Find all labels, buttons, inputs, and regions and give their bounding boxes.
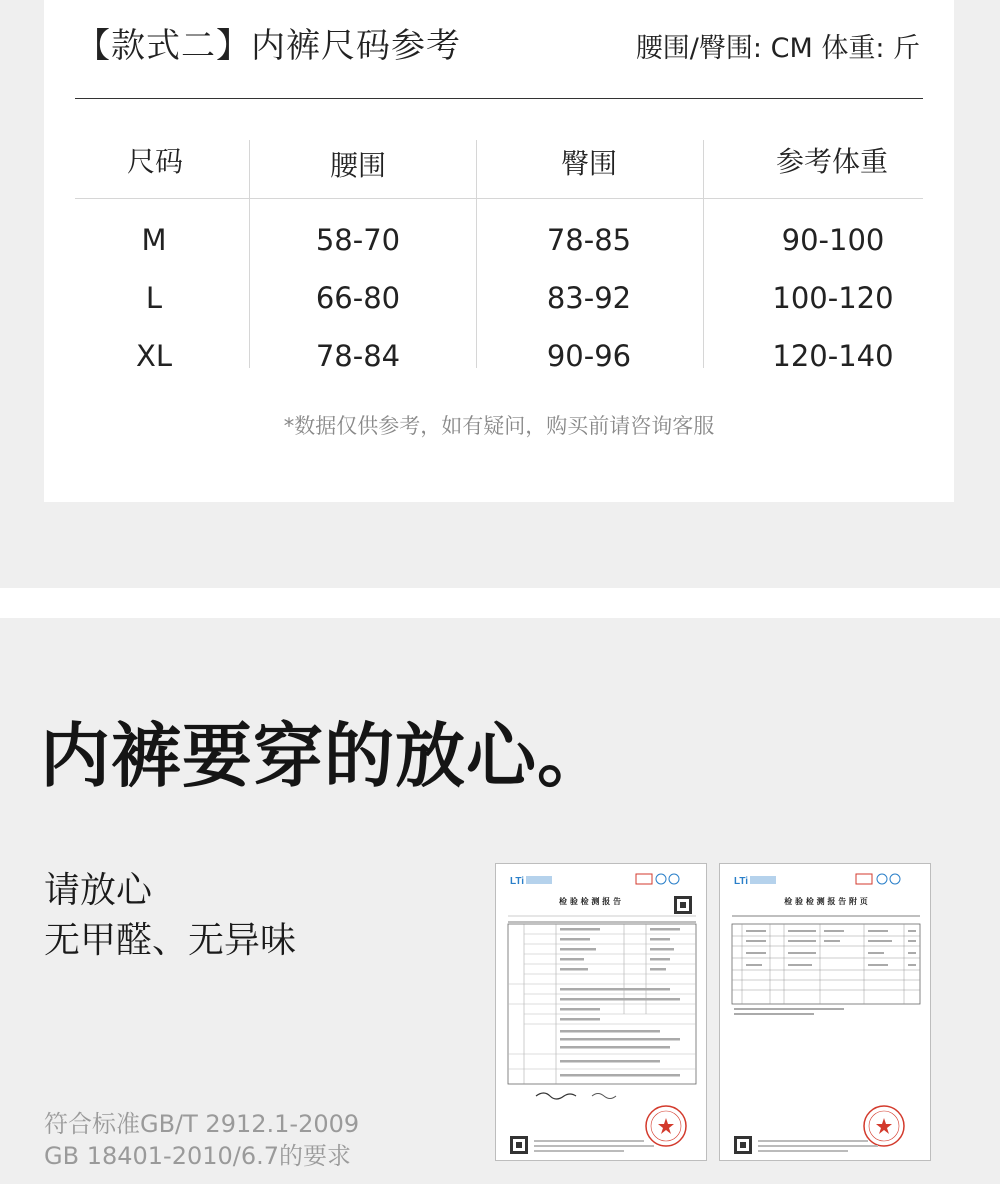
row-m-weight: 90-100 bbox=[781, 223, 885, 257]
size-chart-card bbox=[44, 0, 954, 502]
cert-mark bbox=[877, 874, 887, 884]
column-divider bbox=[703, 140, 704, 368]
reassure-line-2: 无甲醛、无异味 bbox=[44, 920, 297, 961]
report-title: 检 验 检 测 报 告 bbox=[559, 897, 621, 906]
test-report-appendix-image bbox=[719, 863, 931, 1161]
size-chart-title: 【款式二】内裤尺码参考 bbox=[76, 26, 461, 66]
row-l-size: L bbox=[145, 281, 163, 315]
test-report-page bbox=[496, 864, 707, 1161]
size-chart-units: 腰围/臀围: CM 体重: 斤 bbox=[635, 33, 920, 64]
row-xl-hip: 90-96 bbox=[546, 339, 632, 373]
row-xl-waist: 78-84 bbox=[315, 339, 401, 373]
header-hip: 臀围 bbox=[560, 147, 617, 180]
test-report-appendix-page bbox=[720, 864, 931, 1161]
lab-logo: LTi bbox=[734, 876, 749, 887]
row-l-waist: 66-80 bbox=[315, 281, 401, 315]
reassure-line-1: 请放心 bbox=[44, 870, 153, 911]
standard-line-2: GB 18401-2010/6.7的要求 bbox=[44, 1142, 352, 1170]
header-divider bbox=[75, 198, 923, 199]
row-xl-weight: 120-140 bbox=[772, 339, 894, 373]
test-report-image bbox=[495, 863, 707, 1161]
report-title: 检 验 检 测 报 告 附 页 bbox=[784, 897, 868, 906]
row-m-waist: 58-70 bbox=[315, 223, 401, 257]
row-l-hip: 83-92 bbox=[546, 281, 632, 315]
lab-logo: LTi bbox=[510, 876, 525, 887]
signature bbox=[536, 1093, 576, 1099]
cert-mark bbox=[669, 874, 679, 884]
lab-name-mark bbox=[526, 876, 552, 884]
section-separator bbox=[0, 588, 1000, 618]
row-xl-size: XL bbox=[135, 339, 173, 373]
cma-mark bbox=[856, 874, 872, 884]
title-divider bbox=[75, 98, 923, 99]
section-headline: 内裤要穿的放心。 bbox=[40, 715, 608, 797]
lab-name-mark bbox=[750, 876, 776, 884]
cma-mark bbox=[636, 874, 652, 884]
row-m-size: M bbox=[141, 223, 167, 257]
standard-line-1: 符合标准GB/T 2912.1-2009 bbox=[44, 1110, 360, 1138]
row-l-weight: 100-120 bbox=[772, 281, 894, 315]
header-size: 尺码 bbox=[126, 145, 183, 178]
cert-mark bbox=[890, 874, 900, 884]
size-chart-note: *数据仅供参考，如有疑问，购买前请咨询客服 bbox=[283, 414, 715, 438]
header-waist: 腰围 bbox=[329, 149, 386, 182]
row-m-hip: 78-85 bbox=[546, 223, 632, 257]
column-divider bbox=[476, 140, 477, 368]
cert-mark bbox=[656, 874, 666, 884]
header-weight: 参考体重 bbox=[775, 145, 888, 178]
